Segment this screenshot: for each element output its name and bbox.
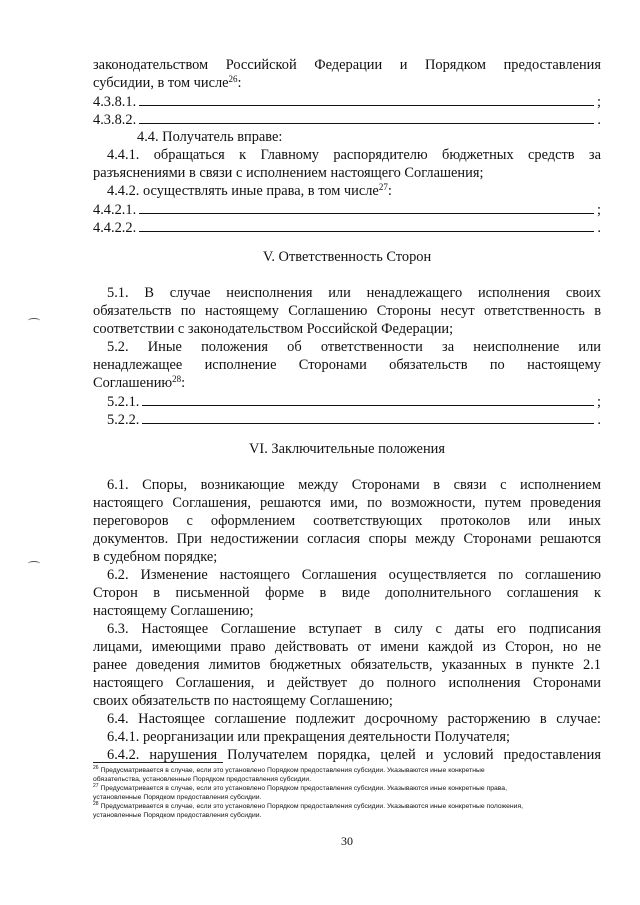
text-line: 4.4.2. осуществлять иные права, в том числе$^{27}$: (107, 182, 392, 199)
blank-line[interactable] (139, 110, 594, 124)
text-line: субсидии, в том числе$^{26}$: (93, 74, 242, 91)
text-line: документов. При недостижении согласия споры между Сторонами решаются (93, 531, 601, 547)
blank-line[interactable] (142, 392, 594, 406)
section-title: 4.4. Получатель вправе: (137, 129, 283, 145)
text-line: настоящему Соглашению; (93, 603, 254, 619)
footnote-ref: 26 (228, 74, 238, 84)
blank-item-4382: 4.3.8.2. . (93, 112, 601, 128)
text-line: 6.4.2. нарушения Получателем порядка, целей и условий предоставления (107, 747, 601, 763)
footnote-ref: 28 (172, 374, 182, 384)
text-line: 6.3. Настоящее Соглашение вступает в силу с даты его подписания (107, 621, 601, 637)
text-line: настоящего Соглашения, решаются ими, по возможности, путем проведения (93, 495, 601, 511)
text-line: 5.1. В случае неисполнения или ненадлежащего исполнения своих (107, 285, 601, 301)
text-line: ненадлежащее исполнение Сторонами обязательств по настоящему (93, 357, 601, 373)
text-line: ранее доведения лимитов бюджетных обязательств, указанных в пункте 2.1 (93, 657, 601, 673)
text-line: 5.2. Иные положения об ответственности за неисполнение или (107, 339, 601, 355)
text-line: разъяснениями в связи с исполнением настоящего Соглашения; (93, 165, 484, 181)
text-line: 4.4.1. обращаться к Главному распорядителю бюджетных средств за (107, 147, 601, 163)
footnote-ref: 27 (378, 182, 388, 192)
text-line: Сторон в письменной форме в виде дополнительного соглашения к (93, 585, 601, 601)
text-line: законодательством Российской Федерации и Порядком предоставления (93, 57, 601, 73)
text-line: 6.2. Изменение настоящего Соглашения осуществляется по соглашению (107, 567, 601, 583)
footnote-27: $^{27}$ Предусматривается в случае, если это установлено Порядком предоставления субсидии. Указываются иные конкретные права, (93, 783, 507, 792)
text-line: 6.4. Настоящее соглашение подлежит досрочному расторжению в случае: (107, 711, 601, 727)
text-line: своих обязательств по настоящему Соглашению; (93, 693, 393, 709)
text-line: обязательств по настоящему Соглашению Стороны несут ответственность в (93, 303, 601, 319)
blank-item-4381: 4.3.8.1. ; (93, 94, 601, 110)
blank-line[interactable] (139, 200, 594, 214)
footnote-28: $^{28}$ Предусматривается в случае, если это установлено Порядком предоставления субсидии. Указываются иные конкретные положения, (93, 801, 524, 810)
binding-mark (28, 561, 40, 566)
text-line: 6.1. Споры, возникающие между Сторонами в связи с исполнением (107, 477, 601, 493)
text-line: 6.4.1. реорганизации или прекращения деятельности Получателя; (107, 729, 511, 745)
page-number: 30 (341, 834, 353, 848)
blank-item-4421: 4.4.2.1. ; (93, 202, 601, 218)
text-line: соответствии с законодательством Российской Федерации; (93, 321, 454, 337)
text-line: лицами, имеющими право действовать от имени каждой из Сторон, но не (93, 639, 601, 655)
footnote-28-cont: установленные Порядком предоставления субсидии. (93, 811, 262, 819)
binding-mark (28, 318, 40, 323)
blank-line[interactable] (139, 92, 594, 106)
section-heading: VI. Заключительные положения (249, 441, 445, 457)
footnote-26: $^{26}$ Предусматривается в случае, если это установлено Порядком предоставления субсидии. Указываются иные конкретные (93, 765, 485, 774)
footnote-27-cont: установленные Порядком предоставления субсидии. (93, 793, 262, 801)
section-heading: V. Ответственность Сторон (262, 249, 432, 265)
blank-line[interactable] (142, 410, 594, 424)
text-line: Соглашению$^{28}$: (93, 374, 186, 391)
blank-item-522: 5.2.2. . (107, 412, 601, 428)
footnote-separator (93, 762, 223, 763)
blank-line[interactable] (139, 218, 594, 232)
text-line: переговоров с оформлением соответствующих протоколов или иных (93, 513, 601, 529)
footnote-26-cont: обязательства, установленные Порядком предоставления субсидии. (93, 775, 312, 783)
blank-item-521: 5.2.1. ; (107, 394, 601, 410)
blank-item-4422: 4.4.2.2. . (93, 220, 601, 236)
text-line: в судебном порядке; (93, 549, 218, 565)
text-line: настоящего Соглашения, и действует до полного исполнения Сторонами (93, 675, 601, 691)
